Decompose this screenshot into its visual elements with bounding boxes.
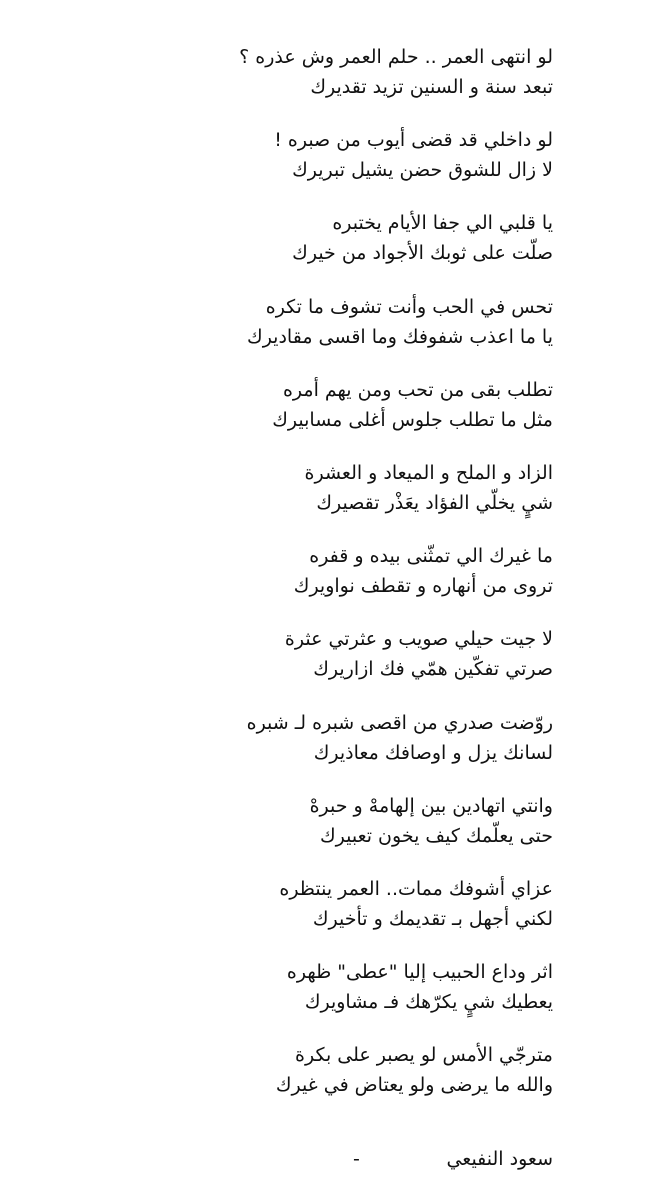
stanza [0, 375, 661, 458]
stanza [0, 1040, 661, 1123]
signature-dash: - [353, 1148, 360, 1170]
stanza [0, 42, 661, 125]
stanza [0, 791, 661, 874]
verse-first-half: لا جيت حيلي صويب و عثرتي عثرة [284, 628, 553, 651]
verse-second-half: يعطيك شيٍ يكرّهك فـ مشاويرك [304, 991, 553, 1014]
stanza [0, 541, 661, 624]
verse-first-half: لو داخلي قد قضى أيوب من صبره ! [274, 129, 553, 152]
verse-first-half: اثر وداع الحبيب إليا "عطى" ظهره [286, 961, 553, 984]
verse-second-half: يا ما اعذب شفوفك وما اقسى مقاديرك [247, 325, 553, 348]
verse-first-half: وانتي اتهادين بين إلهامهْ و حبرهْ [309, 794, 553, 817]
verse-second-half: مثل ما تطلب جلوس أغلى مسابيرك [272, 408, 553, 431]
poem [0, 42, 661, 1123]
verse-first-half: تحس في الحب وأنت تشوف ما تكره [265, 295, 553, 318]
verse-first-half: ما غيرك الي تمثّنى بيده و قفره [309, 545, 553, 568]
signature [353, 1144, 553, 1174]
stanza [0, 957, 661, 1040]
verse-second-half: حتى يعلّمك كيف يخون تعبيرك [319, 824, 553, 847]
stanza [0, 292, 661, 375]
verse-first-half: الزاد و الملح و الميعاد و العشرة [304, 461, 553, 484]
verse-second-half: والله ما يرضى ولو يعتاض في غيرك [275, 1074, 553, 1097]
verse-first-half: عزاي أشوفك ممات.. العمر ينتظره [279, 877, 553, 900]
stanza [0, 708, 661, 791]
verse-second-half: تبعد سنة و السنين تزيد تقديرك [310, 76, 553, 98]
stanza [0, 874, 661, 957]
stanza [0, 624, 661, 707]
verse-second-half: صرتي تفكّين همّي فك ازاريرك [313, 658, 553, 681]
verse-first-half: يا قلبي الي جفا الأيام يختبره [332, 212, 553, 235]
verse-first-half: لو انتهى العمر .. حلم العمر وش عذره ؟ [239, 46, 553, 68]
verse-second-half: لا زال للشوق حضن يشيل تبريرك [292, 159, 553, 182]
verse-second-half: صلّت على ثوبك الأجواد من خيرك [292, 242, 553, 265]
stanza [0, 208, 661, 291]
stanza [0, 125, 661, 208]
verse-first-half: روّضت صدري من اقصى شبره لـ شبره [246, 711, 553, 734]
stanza [0, 458, 661, 541]
verse-first-half: مترجّي الأمس لو يصبر على بكرة [295, 1044, 553, 1067]
verse-second-half: لكني أجهل بـ تقديمك و تأخيرك [312, 907, 553, 930]
verse-second-half: لسانك يزل و اوصافك معاذيرك [313, 741, 553, 764]
verse-second-half: شيٍ يخلّي الفؤاد يعَذْر تقصيرك [316, 491, 553, 514]
verse-first-half: تطلب بقى من تحب ومن يهم أمره [282, 378, 553, 401]
author-name: سعود النفيعي [446, 1148, 553, 1170]
verse-second-half: تروى من أنهاره و تقطف نواويرك [293, 575, 553, 598]
